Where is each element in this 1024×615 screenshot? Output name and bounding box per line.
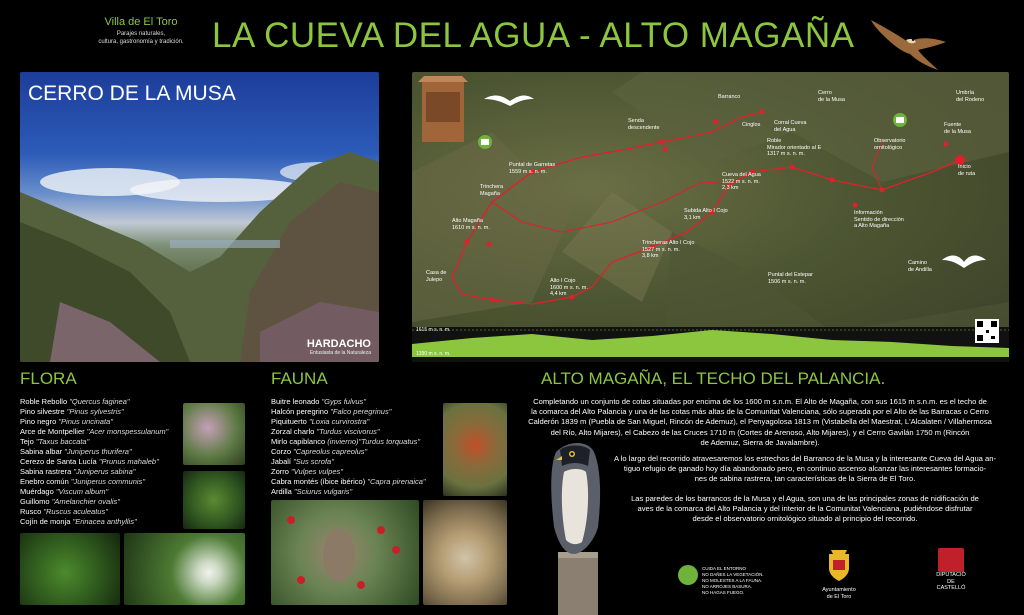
- map-label-camino: Camino de Andilla: [908, 260, 932, 273]
- text-line: la comarca del Alto Palancia y una de las cotas más altas de la Comunitat Valenciana, sólo superada por el Alto de las Barracas o Cerro: [531, 407, 989, 417]
- map-label-fuente: Fuente de la Musa: [944, 122, 971, 135]
- text-line: Las paredes de los barrancos de la Musa y el Agua, son una de las principales zonas de nidificación de: [631, 494, 979, 503]
- heather-photo: [183, 403, 245, 465]
- ayuntamiento-line-2: de El Toro: [826, 593, 852, 600]
- text-line: Calderón 1839 m (Puebla de San Miguel, Rincón de Ademuz), el Penyagolosa 1813 m (Vistabella del Maestrat, L'Alcalaten / Villahermosa: [528, 417, 992, 427]
- alto-paragraph-2: [600, 454, 1010, 485]
- coat-of-arms-icon: [825, 548, 853, 582]
- fauna-scientific-name: "Turdus viscivorus": [316, 427, 380, 436]
- text-line: Completando un conjunto de cotas situadas por encima de los 1600 m s.n.m. El Alto de Magaña, con sus 1615 m s.n.m. es el techo de: [533, 397, 987, 406]
- fauna-item: [271, 477, 426, 487]
- fauna-item: [271, 417, 426, 427]
- alto-paragraph-3: [600, 494, 1010, 525]
- fauna-common-name: Buitre leonado: [271, 397, 322, 406]
- fauna-common-name: Jabalí: [271, 457, 294, 466]
- fauna-common-name: Zorro: [271, 467, 292, 476]
- fauna-item: [271, 467, 426, 477]
- map-label-alto-magana: Alto Magaña 1610 m s. n. m.: [452, 218, 490, 231]
- flora-scientific-name: "Pinus sylvestris": [66, 407, 124, 416]
- fauna-common-name: Zorzal charlo: [271, 427, 317, 436]
- flora-common-name: Tejo: [20, 437, 36, 446]
- map-label-info: Información Sentido de dirección a Alto Magaña: [854, 210, 904, 229]
- flora-scientific-name: "Viscum album": [55, 487, 109, 496]
- flora-scientific-name: "Taxus baccata": [35, 437, 90, 446]
- text-line: CUIDA EL ENTORNO: [702, 566, 747, 571]
- oak-leaves-photo: [183, 471, 245, 529]
- fauna-list: [271, 397, 426, 497]
- crossbill-photo: [443, 403, 507, 496]
- fauna-common-name: Corzo: [271, 447, 294, 456]
- fauna-item: [271, 397, 426, 407]
- flora-scientific-name: "Prunus mahaleb": [98, 457, 159, 466]
- map-label-inicio: Inicio de ruta: [958, 164, 976, 177]
- blossom-photo: [124, 533, 245, 605]
- fauna-scientific-name: "Capreolus capreolus": [293, 447, 368, 456]
- fauna-scientific-name: "Capra pirenaica": [367, 477, 426, 486]
- flora-common-name: Roble Rebollo: [20, 397, 70, 406]
- map-label-barranco: Barranco: [718, 94, 741, 100]
- map-label-subida: Subida Alto I Cojo 3,1 km: [684, 208, 728, 221]
- profile-min-elevation: 1390 m s. n. m.: [416, 351, 451, 357]
- text-line: NO HAGAS FUEGO.: [702, 590, 745, 595]
- flora-scientific-name: "Juniperus thurifera": [64, 447, 132, 456]
- map-label-cueva: Cueva del Agua 1522 m s. n. m. 2,3 km: [722, 172, 761, 191]
- map-label-roble: Roble Mirador orientado al E 1317 m s. n. m.: [767, 138, 822, 157]
- fauna-item: [271, 427, 426, 437]
- fauna-common-name: Halcón peregrino: [271, 407, 331, 416]
- flora-scientific-name: "Acer monspessulanum": [86, 427, 169, 436]
- flora-common-name: Guillomo: [20, 497, 52, 506]
- flora-scientific-name: "Juniperus communis": [70, 477, 145, 486]
- flora-common-name: Cojín de monja: [20, 517, 73, 526]
- fauna-scientific-name: "Sus scrofa": [293, 457, 334, 466]
- map-label-puntal-garretas: Puntal de Garretas 1559 m s. n. m.: [509, 162, 556, 175]
- flora-item: [20, 487, 168, 497]
- fauna-scientific-name: "Gyps fulvus": [321, 397, 366, 406]
- ayuntamiento-logo: [808, 548, 870, 600]
- map-label-trinchera-alto: Trincheras Alto I Cojo 1527 m s. n. m. 3,8 km: [642, 240, 695, 259]
- fauna-item: [271, 457, 426, 467]
- fauna-scientific-name: "Vulpes vulpes": [291, 467, 343, 476]
- text-line: aves de la comarca del Alto Palancia y del interior de la Comunitat Valenciana, pudiéndose disfrutar: [637, 504, 973, 514]
- brand-subtitle-1: Parajes naturales,: [116, 31, 166, 37]
- text-line: desde el observatorio ornitológico situado al principio del recorrido.: [692, 514, 918, 524]
- brand: [86, 16, 196, 46]
- flora-common-name: Pino silvestre: [20, 407, 67, 416]
- fauna-scientific-name: (invierno)"Turdus torquatus": [327, 437, 421, 446]
- flora-item: [20, 437, 168, 447]
- flora-item: [20, 427, 168, 437]
- flora-item: [20, 507, 168, 517]
- map-label-umbria: Umbría del Rodeno: [956, 90, 985, 103]
- flora-list: [20, 397, 168, 527]
- cerro-de-la-musa-photo: [20, 72, 379, 362]
- flora-common-name: Pino negro: [20, 417, 59, 426]
- map-label-cerro-musa: Cerro de la Musa: [818, 90, 845, 103]
- flora-scientific-name: "Pinus uncinata": [58, 417, 113, 426]
- map-label-cinglos: Cinglos: [742, 122, 761, 128]
- fauna-item: [271, 437, 426, 447]
- diputacion-line-2: DE: [947, 578, 955, 585]
- flora-common-name: Cerezo de Santa Lucía: [20, 457, 99, 466]
- photographer-name: HARDACHO: [306, 338, 371, 350]
- text-line: nes de sabina rastrera, tan características de la Sierra de El Toro.: [694, 474, 916, 484]
- landscape-illustration: [20, 72, 379, 362]
- text-line: de Ademuz, Sierra de Javalambre).: [700, 437, 820, 447]
- route-map: [412, 72, 1009, 362]
- map-label-observatorio: Observatorio ornitológico: [874, 138, 906, 151]
- flora-scientific-name: "Amelanchier ovalis": [51, 497, 120, 506]
- text-line: NO ARROJES BASURA.: [702, 584, 753, 589]
- capped-bird-photo: [423, 500, 507, 605]
- hawthorn-leaves-photo: [20, 533, 120, 605]
- fauna-item: [271, 447, 426, 457]
- environment-notice: [702, 566, 764, 596]
- thrush-photo: [271, 500, 419, 605]
- fauna-title: FAUNA: [271, 369, 328, 388]
- map-label-trinchera-magana: Trinchera Magaña: [480, 184, 504, 197]
- text-line: NO DAÑES LA VEGETACIÓN.: [702, 572, 764, 577]
- text-line: NO MOLESTES A LA FAUNA.: [702, 578, 763, 583]
- berries-illustration: [271, 500, 419, 605]
- flora-common-name: Sabina albar: [20, 447, 65, 456]
- flora-common-name: Enebro común: [20, 477, 71, 486]
- photo-title: CERRO DE LA MUSA: [28, 82, 236, 105]
- fauna-scientific-name: "Falco peregrinus": [330, 407, 392, 416]
- map-label-casa: Casa de Julepo: [426, 270, 447, 283]
- brand-subtitle-2: cultura, gastronomía y tradición.: [98, 39, 184, 45]
- flora-scientific-name: "Erinacea anthyllis": [72, 517, 137, 526]
- flora-item: [20, 397, 168, 407]
- flora-item: [20, 497, 168, 507]
- ayuntamiento-line-1: Ayuntamiento: [822, 587, 856, 593]
- fauna-item: [271, 407, 426, 417]
- flora-common-name: Arce de Montpellier: [20, 427, 87, 436]
- fauna-common-name: Piquituerto: [271, 417, 309, 426]
- flora-scientific-name: "Quercus faginea": [69, 397, 130, 406]
- diputacion-logo: [926, 548, 976, 592]
- fauna-common-name: Ardilla: [271, 487, 294, 496]
- text-line: del Río, Alto Mijares), el Cabezo de las Cruces 1710 m (Cortes de Arenoso, Alto Mijares), y el Cerro Gavilán 1750 m (Rincón: [550, 427, 970, 437]
- fauna-scientific-name: "Loxia curvirostra": [308, 417, 370, 426]
- map-label-corral: Corral Cueva del Agua: [774, 120, 807, 133]
- profile-max-elevation: 1615 m s. n. m.: [416, 327, 451, 333]
- flora-item: [20, 447, 168, 457]
- flora-scientific-name: "Juniperus sabina": [73, 467, 136, 476]
- flora-scientific-name: "Ruscus aculeatus": [43, 507, 108, 516]
- flora-item: [20, 517, 168, 527]
- diputacion-emblem-icon: [938, 548, 964, 572]
- photographer-tagline: Entusiasta de la Naturaleza: [309, 350, 371, 356]
- environment-icon: [678, 565, 698, 585]
- map-label-puntal-estepar: Puntal del Estepar 1506 m s. n. m.: [768, 272, 813, 285]
- brand-title: Villa de El Toro: [104, 16, 178, 28]
- alto-magana-title: ALTO MAGAÑA, EL TECHO DEL PALANCIA.: [541, 369, 886, 388]
- flora-item: [20, 457, 168, 467]
- text-line: A lo largo del recorrido atravesaremos los estrechos del Barranco de la Musa y la interesante Cueva del Agua an-: [613, 454, 996, 463]
- flora-common-name: Rusco: [20, 507, 44, 516]
- diputacion-line-3: CASTELLÓ: [936, 585, 966, 591]
- diputacion-line-1: DIPUTACIÓ: [936, 572, 966, 578]
- flora-item: [20, 417, 168, 427]
- flora-item: [20, 477, 168, 487]
- flora-common-name: Muérdago: [20, 487, 56, 496]
- flora-item: [20, 407, 168, 417]
- map-label-alto-cojo: Alto I Cojo 1600 m s. n. m. 4,4 km: [550, 278, 588, 297]
- flora-item: [20, 467, 168, 477]
- fauna-scientific-name: "Sciurus vulgaris": [293, 487, 353, 496]
- falcon-illustration: [528, 432, 628, 615]
- photo-credit: [307, 338, 371, 356]
- text-line: tiguo refugio de ganado hoy día abandonado pero, en continuo ascenso alcanzar las interesantes formacio-: [623, 464, 987, 474]
- flora-common-name: Sabina rastrera: [20, 467, 74, 476]
- fauna-common-name: Cabra montés (íbice ibérico): [271, 477, 368, 486]
- flora-title: FLORA: [20, 369, 77, 388]
- page-title: LA CUEVA DEL AGUA - ALTO MAGAÑA: [212, 16, 855, 55]
- fauna-common-name: Mirlo capiblanco: [271, 437, 328, 446]
- map-label-senda: Senda descendente: [628, 118, 660, 131]
- eagle-illustration: [866, 12, 956, 74]
- fauna-item: [271, 487, 426, 497]
